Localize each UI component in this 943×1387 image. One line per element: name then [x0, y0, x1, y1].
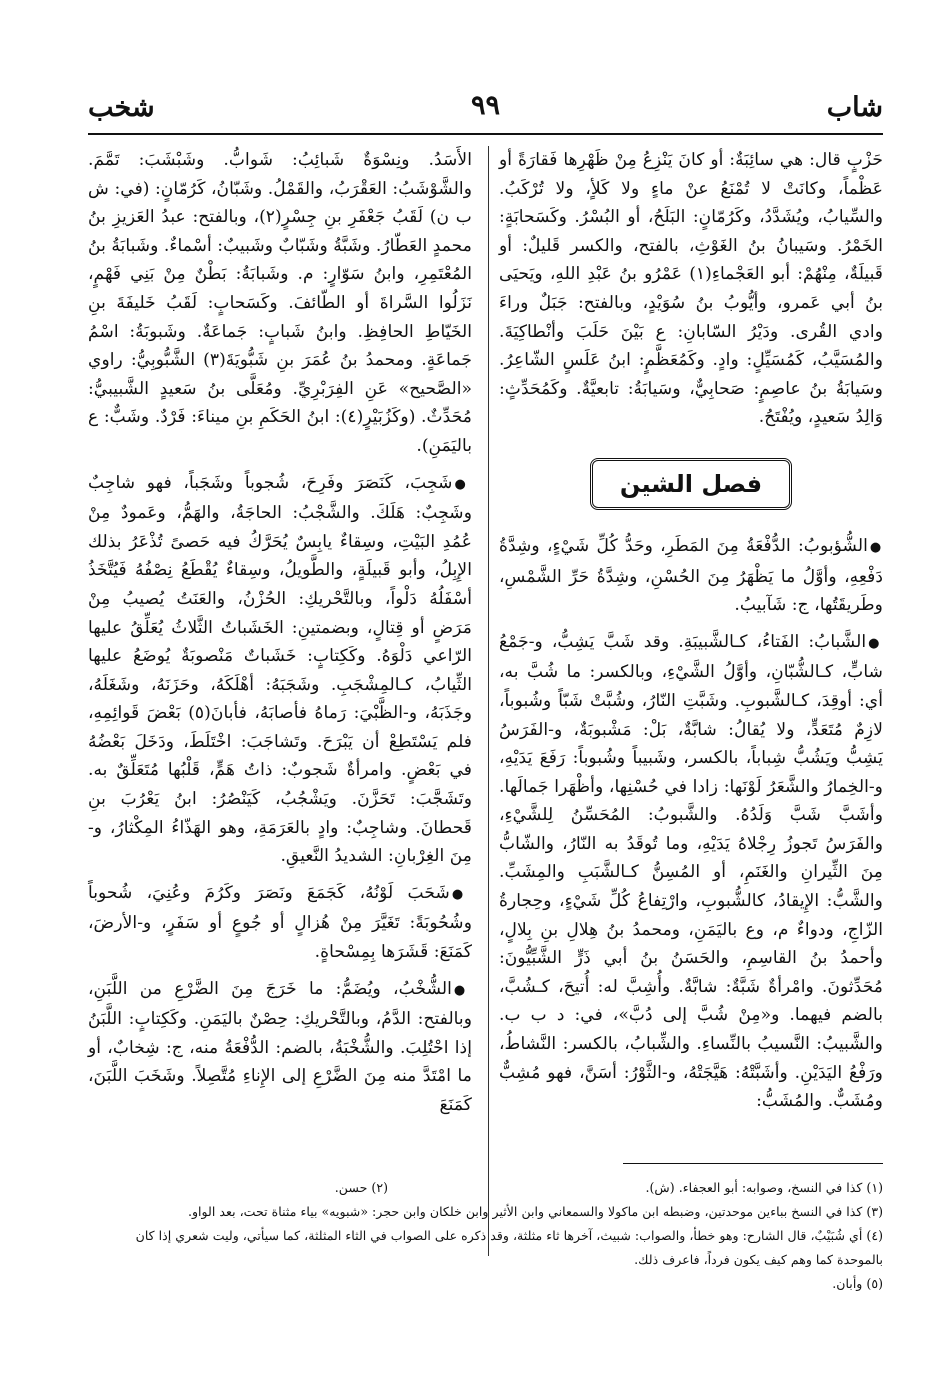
entry-continuation: حَزْبٍ قال: هي سائِبَةٌ: أو كانَ يَنْزِعُ مِنْ ظَهْرِها فَقارَةً أو عَظْماً، وكانَتْ لا تُمْنَعُ عنْ ماءٍ ولا كَلأٍ، ولا تُرْكَبُ. والسِّيابُ، ويُشَدَّدُ، وكَرُمّانٍ: البَلَحُ، أو البُسْرُ. وكَسَحابَةٍ: الخَمْرُ. وسَيبانُ بنُ الغَوْثِ، بالفتح، والكسر قَليلٌ: أو قَبيلَةٌ، مِنْهُمْ: أبو العَجْماءِ(١) عَمْرُو بنُ عَبْدِ اللهِ، ويَحيَى بنُ أبي عَمرو، وأيُّوبُ بنُ سُوَيْدٍ، وبالفتح: جَبَلٌ وراءَ وادي القُرى. ودَيْرُ السّابانِ: ع بَيْنَ حَلَبَ وأنْطاكِيَةَ. والمُسَيَّبُ، كَمُسَيِّلٍ: وادٍ. وكَمُعَظَّمٍ: ابنُ عَلَسٍ الشّاعِرُ. وسَيابَةُ بنُ عاصِمٍ: صَحابِيٌّ، وسَيابَةُ: تابعيَّةٌ. وكَمُحَدِّثٍ: وَالِدُ سَعيدٍ، ويُفْتَحُ. — [499, 150, 883, 428]
header-left-word: شخب — [88, 92, 155, 123]
footnote-4-line-1: (٤) أي شُبَيْبٌ، قال الشارح: وهو خطأ، والصواب: شبيث، آخرها ثاء مثلثة، وقد ذكره على الصواب في الثاء المثلثة، كما سيأتي، وليت شعري إذا كان — [135, 1228, 883, 1243]
column-divider — [488, 146, 489, 1256]
header-right-word: شاب — [826, 92, 883, 123]
entry-shubub: ● الشُّؤبوبُ: الدُّفْعَةُ مِنَ المَطَرِ، وحَدُّ كُلِّ شَيْءٍ، وشِدَّةُ دَفْعِهِ، وأوَّلُ ما يَظْهَرُ مِنَ الحُسْنِ، وشِدَّةُ حَرِّ الشَّمْسِ، وطَريقَتُها، ج: شَآبيبُ. — [499, 532, 883, 620]
right-column — [499, 146, 883, 1124]
entry-shahab: ● شَحَبَ لَوْنُهُ، كَجَمَعَ ونَصَرَ وكَرُمَ وعُنِيَ، شُحوباً وشُحُوبَةً: تَغَيَّرَ مِنْ هُزالٍ أو جُوعٍ أو سَفَرٍ، و-الأرضَ، كَمَنَعَ: قَشَرَها بِمِسْحاةٍ. — [88, 879, 472, 967]
header-rule — [88, 133, 883, 135]
entry-shabab: ● الشَّبابُ: الفَتاءُ، كـالشَّبيبَةِ. وقد شَبَّ يَشِبُّ، و-جَمْعُ شابٍّ، كـالشُّبّانِ، وأوَّلُ الشَّيْءِ، وبالكسر: ما شُبَّ به، أي: أوقِدَ، كـالشَّبوبِ. وشَبَّتِ النّارُ، وشُبَّتْ شَبّاً وشُبوباً، لازِمٌ مُتَعَدٍّ، ولا يُقالُ: شابَّةٌ، بَلْ: مَشْبوبَةٌ، و-الفَرَسُ يَشِبُّ ويَشُبُّ شِباباً، بالكسر، وشَبيباً وشُبوباً: رَفَعَ يَدَيْهِ، و-الخِمارُ والشَّعَرُ لَوْنَها: زادا في حُسْنِها، وأظْهَرا جَمالَها. وأشَبَّ شَبَّ وَلَدُهُ. والشَّبوبُ: المُحَسِّنُ لِلشَّيْءِ، والفَرَسُ تَجوزُ رِجْلاهُ يَدَيْهِ، وما تُوقَدُ به النّارُ، والشّابُّ مِنَ الثِّيرانِ والغَنَمِ، أو المُسِنُّ كـالشَّبَبِ والمِشَبِّ. والشَّبُّ: الإِيقادُ، كالشُّبوبِ، وارْتِفاعُ كُلِّ شَيْءٍ، وحِجارةُ الزّاجِ، ودواءٌ م، وع باليَمَنِ، ومحمدُ بنُ هِلالِ بنِ بِلالٍ، وأحمدُ بنُ القاسِمِ، والحَسَنُ بنُ أبي ذَرٍّ الشَّبِّيُّونَ: مُحَدِّثونَ. وامْرأةٌ شَبَّةٌ: شابَّةٌ. وأُشِبَّ له: أُتيحَ، كـشُبَّ، بالضم فيهما. و«مِنْ شُبَّ إلى دُبَّ»، في: د ب ب. والشَّبيبُ: النَّسيبُ بالنِّساءِ. والشِّبابُ، بالكسر: النَّشاطُ، ورَفْعُ اليَدَيْنِ. وأشَبَّتْهُ: هَيَّجَتْهُ، و-الثَّوْرُ: أسَنَّ، فهو مُشِبٌّ ومُشَبٌّ. والمُشَبُّ: — [499, 628, 883, 1116]
entry-continuation: الأَسَدُ. ونِسْوَةٌ شَبائِبُ: شَوابُّ. وشَبْشَبَ: تَمَّمَ. والشَّوْشَبُ: العَقْرَبُ، والقَمْلُ. وشَبّانُ، كَرُمّانٍ: (في: ش ب ن) لَقَبُ جَعْفَرِ بنِ جِسْرٍ(٢)، وبالفتح: عبدُ العَزيزِ بنُ محمدٍ العَطّارُ. وشَبَّةُ وشَبّابٌ وشَبيبٌ: أسْماءٌ. وشَبابَةُ بنُ المُعْتَمِرِ، وابنُ سَوّارٍ: م. وشَبابَةُ: بَطْنٌ مِنْ بَنِي فَهْمٍ، نَزَلُوا السَّراةَ أو الطّائفَ. وكَسَحابٍ: لَقَبُ خَليفَةَ بنِ الخَيّاطِ الحافِظِ. وابنُ شَبابٍ: جَماعَةٌ. وشَبوبَةُ: اسْمُ جَماعَةٍ. ومحمدُ بنُ عُمَرَ بنِ شَبُّويَةَ(٣) الشَّبُّوبِيُّ: راوي «الصَّحيح» عَنِ الفِرَبْرِيِّ. ومُعَلَّى بنُ سَعيدٍ الشَّبيبيُّ: مُحَدِّثٌ. (وكَزُبَيْرٍ(٤): ابنُ الحَكَمِ بنِ ميناءَ: فَرْدٌ. وشَبٌّ: ع باليَمَنِ). — [88, 150, 473, 456]
entry-shajab: ● شَجِبَ، كَنَصَرَ وفَرِحَ، شُجوباً وشَجَباً، فهو شاجِبٌ وشَجِبٌ: هَلَكَ. والشَّجْبُ: الحاجَةُ، والهَمُّ، وعَمودٌ مِنْ عُمُدِ البَيْتِ، وسِقاءٌ يابِسٌ يُحَرَّكُ فيه حَصىً تُذْعَرُ بذلك الإِبِلُ، وأبو قَبيلَةٍ، والطَّويلُ، وسِقاءٌ يُقْطَعُ نِصْفُهُ فَيُتَّخَذُ أسْفَلُهُ دَلْواً، وبالتَّحْريكِ: الحُزْنُ، والعَنَتُ يُصيبُ مِنْ مَرَضٍ أو قِتالٍ، وبضمتينِ: الخَشَباتُ الثَّلاثُ يُعَلِّقُ عليها الرّاعي دَلْوَهُ. وكَكِتابٍ: خَشَباتٌ مَنْصوبَةٌ يُوضَعُ عليها الثِّيابُ، كـالمِشْجَبِ. وشَجَبَهُ: أهْلَكَهُ، وحَزَنَهُ، وشَغَلَهُ، وجَذَبَهُ، و-الظَّبْيَ: رَماهُ فأصابَهُ، فأبانَ(٥) بَعْضَ قَوائِمِهِ، فلم يَسْتَطِعْ أن يَبْرَحَ. وتَشاجَبَ: اخْتَلَطَ، ودَخَلَ بَعْضُهُ في بَعْضٍ. وامرأةٌ شَجوبٌ: ذاتُ هَمٍّ، قَلْبُها مُتَعَلِّقٌ به. وتَشَجَّبَ: تَحَزَّنَ. ويَشْجُبُ، كَيَنْصُرُ: ابنُ يَعْرُبَ بنِ قَحطانَ. وشاجِبٌ: وادٍ بالعَرَمَةِ، وهو الهَذّاءُ المِكْثارُ، و-مِنَ الغِرْبانِ: الشديدُ النَّعيقِ. — [88, 469, 472, 871]
footnote-3: (٣) كذا في النسخ بباءين موحدتين، وضبطه ابن ماكولا والسمعاني وابن الأثير وابن خلكان وابن حجر: «شبويه» بياء مثناة تحت، بعد الواو. — [187, 1204, 883, 1219]
entry-shakhb: ● الشُّخْبُ، ويُضَمُّ: ما خَرَجَ مِنَ الضَّرْعِ من اللَّبَنِ، وبالفتح: الدَّمُ، وبالتَّحْريكِ: حِصْنٌ باليَمَنِ. وكَكِتابٍ: اللَّبَنُ إذا احْتُلِبَ. والشُّخْبَةُ، بالضم: الدُّفْعَةُ منه، ج: شِخابٌ، أو ما امْتَدَّ منه مِنَ الضَّرْعِ إلى الإِناءِ مُتَّصِلاً. وشَخَبَ اللَّبَنَ، كَمَنَعَ — [88, 975, 472, 1120]
footnotes — [88, 1176, 883, 1296]
left-column — [88, 146, 472, 1128]
footnote-2: (٢) حسن. — [334, 1180, 388, 1195]
section-heading — [590, 458, 792, 510]
page-header — [88, 86, 883, 126]
page-number: ٩٩ — [470, 90, 501, 121]
footnote-4-line-2: بالموحدة كما وهم كيف يكون فرداً، فاعرف ذلك. — [634, 1252, 883, 1267]
footnote-5: (٥) وأبان. — [832, 1276, 883, 1291]
footnote-rule — [623, 1163, 883, 1164]
section-title: فصل الشين — [619, 469, 763, 498]
footnote-1: (١) كذا في النسخ، وصوابه: أبو العجفاء. (ش). — [645, 1180, 883, 1195]
